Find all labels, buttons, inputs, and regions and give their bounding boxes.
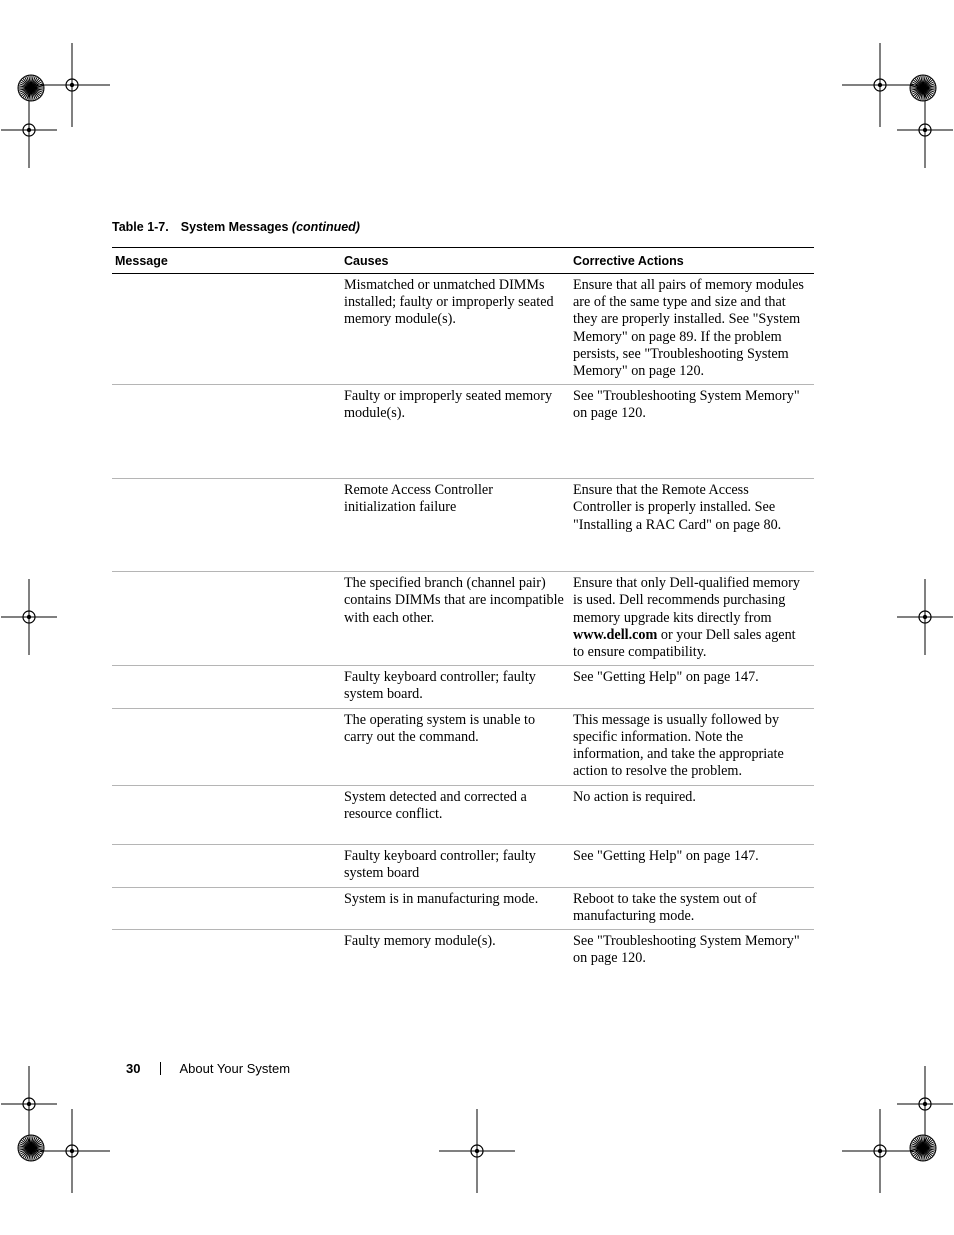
table-row (112, 572, 814, 666)
table-row (112, 930, 814, 972)
table-title: System Messages (180, 220, 289, 234)
registration-star-center (29, 1146, 34, 1151)
registration-dot (70, 83, 74, 87)
message-cell (112, 930, 341, 972)
table-row (112, 844, 814, 887)
registration-dot (70, 1149, 74, 1153)
table-number: Table 1-7. (112, 220, 169, 234)
action-cell: This message is usually followed by specific information. Note the information, and take the appropriate action to resolve the problem. (570, 708, 814, 785)
action-cell: See "Getting Help" on page 147. (570, 666, 814, 708)
action-cell: Ensure that all pairs of memory modules are of the same type and size and that they are properly installed. See "System Memory" on page 89. If the problem persists, see "Troubleshooting System Memory" on page 120. (570, 274, 814, 385)
registration-star-center (29, 86, 34, 91)
table-row (112, 708, 814, 785)
cause-cell: System detected and corrected a resource conflict. (341, 785, 570, 844)
registration-dot (27, 1102, 31, 1106)
table-row (112, 479, 814, 572)
footer-section-title: About Your System (179, 1061, 291, 1076)
table-row (112, 385, 814, 479)
message-cell (112, 572, 341, 666)
cause-cell: Mismatched or unmatched DIMMs installed; faulty or improperly seated memory module(s). (341, 274, 570, 385)
message-cell (112, 479, 341, 572)
cause-cell: Faulty keyboard controller; faulty system board (341, 844, 570, 887)
action-cell: See "Troubleshooting System Memory" on page 120. (573, 933, 800, 967)
table-caption (112, 220, 360, 234)
table-row (112, 666, 814, 708)
cause-cell: The specified branch (channel pair) contains DIMMs that are incompatible with each other. (341, 572, 570, 666)
registration-dot (923, 1102, 927, 1106)
registration-dot (923, 615, 927, 619)
table-header-row (112, 248, 814, 274)
cause-cell: The operating system is unable to carry out the command. (341, 708, 570, 785)
message-cell (112, 708, 341, 785)
action-cell: See "Getting Help" on page 147. (570, 844, 814, 887)
page-footer (126, 1061, 290, 1076)
message-cell (112, 887, 341, 929)
registration-dot (475, 1149, 479, 1153)
table-row (112, 785, 814, 844)
registration-dot (27, 615, 31, 619)
action-cell (570, 572, 814, 666)
action-cell: See "Troubleshooting System Memory" on page 120. (570, 385, 814, 479)
table-row (112, 887, 814, 929)
registration-star-center (921, 1146, 926, 1151)
cause-cell: Faulty or improperly seated memory module(s). (341, 385, 570, 479)
registration-dot (878, 83, 882, 87)
registration-star-center (921, 86, 926, 91)
action-cell: No action is required. (570, 785, 814, 844)
table-row (112, 274, 814, 385)
cause-cell: Faulty keyboard controller; faulty system board. (341, 666, 570, 708)
system-messages-table (112, 247, 814, 972)
header-causes: Causes (341, 248, 570, 274)
header-corrective-actions: Corrective Actions (570, 248, 814, 274)
table-continued-label: (continued) (291, 220, 360, 234)
page-number: 30 (126, 1061, 141, 1076)
action-text: Ensure that only Dell-qualified memory is used. Dell recommends purchasing memory upgrade kits directly from (573, 575, 800, 626)
action-text: or your Dell sales agent to ensure compatibility. (573, 626, 796, 661)
message-cell (112, 844, 341, 887)
message-cell (112, 385, 341, 479)
cause-cell: Faulty memory module(s). (344, 933, 496, 950)
action-cell: Ensure that the Remote Access Controller is properly installed. See "Installing a RAC Card" on page 80. (570, 479, 814, 572)
action-cell: Reboot to take the system out of manufacturing mode. (570, 887, 814, 929)
message-cell (112, 785, 341, 844)
message-cell (112, 666, 341, 708)
header-message: Message (112, 248, 341, 274)
footer-divider (160, 1062, 161, 1075)
cause-cell: Remote Access Controller initialization failure (341, 479, 570, 572)
dell-website-link[interactable]: www.dell.com (573, 626, 658, 643)
message-cell (112, 274, 341, 385)
registration-dot (27, 128, 31, 132)
registration-dot (923, 128, 927, 132)
cause-cell: System is in manufacturing mode. (341, 887, 570, 929)
registration-dot (878, 1149, 882, 1153)
